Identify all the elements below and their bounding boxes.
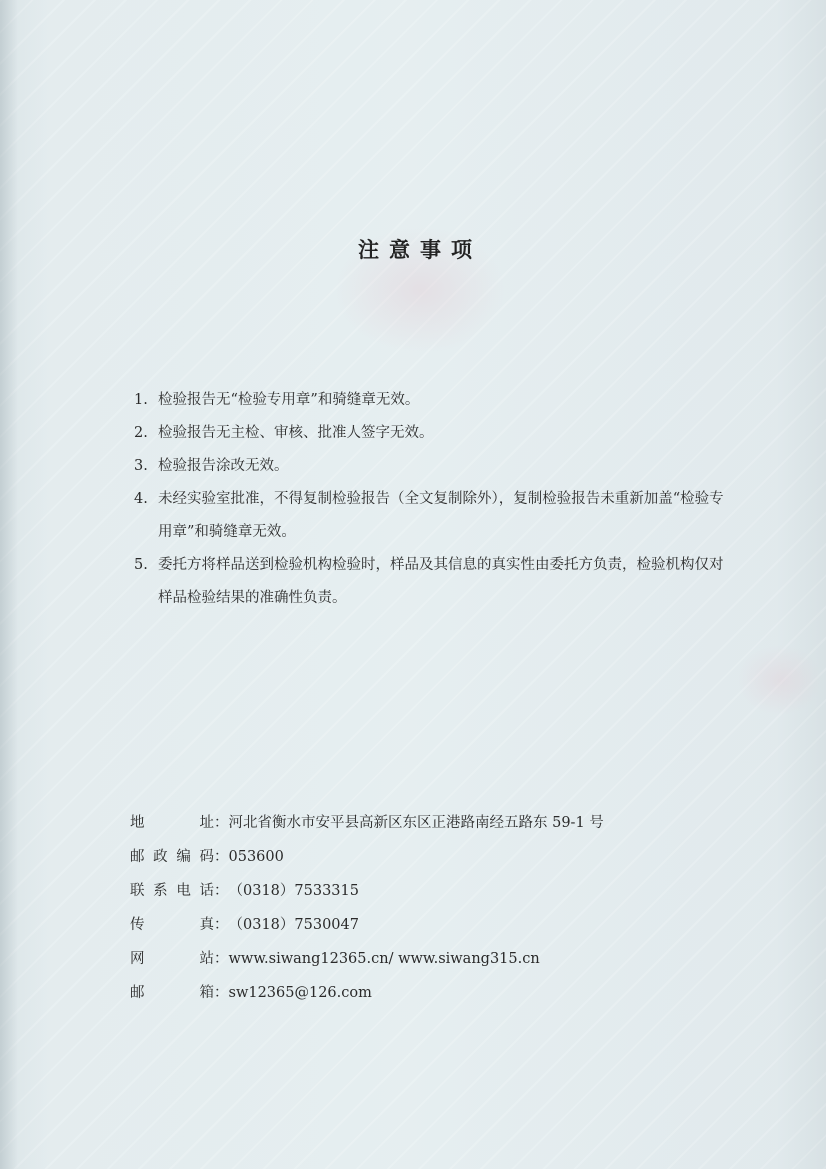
notice-item [134, 384, 734, 417]
contact-address [130, 806, 730, 840]
contact-label: 联系电话 [130, 883, 214, 899]
notice-item [134, 483, 734, 549]
contact-label: 网站 [130, 951, 214, 967]
contact-email [130, 976, 730, 1010]
contact-colon: ： [214, 815, 229, 831]
contact-label: 邮箱 [130, 985, 214, 1001]
notice-number: 3. [134, 458, 148, 474]
notice-number: 2. [134, 425, 148, 441]
contact-label: 地址 [130, 815, 214, 831]
contact-website [130, 942, 730, 976]
contact-value: www.siwang12365.cn/ www.siwang315.cn [228, 951, 540, 967]
contact-phone [130, 874, 730, 908]
contact-colon: ： [214, 917, 229, 933]
contact-label: 传真 [130, 917, 214, 933]
notice-text: 检验报告无“检验专用章”和骑缝章无效。 [158, 392, 420, 408]
contact-value: 053600 [228, 849, 284, 865]
notice-list [134, 384, 734, 615]
page-title: 注意事项 [358, 237, 482, 262]
contact-value: 河北省衡水市安平县高新区东区正港路南经五路东 59-1 号 [228, 815, 604, 831]
notice-number: 5. [134, 557, 148, 573]
notice-text: 检验报告无主检、审核、批准人签字无效。 [158, 425, 434, 441]
notice-text: 未经实验室批准，不得复制检验报告（全文复制除外），复制检验报告未重新加盖“检验专用章”和骑缝章无效。 [158, 491, 724, 540]
scan-edge-shadow [0, 0, 18, 1169]
notice-item [134, 417, 734, 450]
notice-text: 委托方将样品送到检验机构检验时，样品及其信息的真实性由委托方负责，检验机构仅对样品检验结果的准确性负责。 [158, 557, 724, 606]
contact-fax [130, 908, 730, 942]
contact-colon: ： [214, 951, 229, 967]
contact-postcode [130, 840, 730, 874]
contact-value: sw12365@126.com [228, 985, 372, 1001]
contact-value: （0318）7533315 [228, 883, 359, 899]
notice-text: 检验报告涂改无效。 [158, 458, 289, 474]
contact-colon: ： [214, 849, 229, 865]
contact-colon: ： [214, 985, 229, 1001]
contact-value: （0318）7530047 [228, 917, 359, 933]
contact-label: 邮政编码 [130, 849, 214, 865]
contact-colon: ： [214, 883, 229, 899]
contact-info [130, 806, 730, 1010]
notice-number: 4. [134, 491, 148, 507]
notice-item [134, 450, 734, 483]
notice-number: 1. [134, 392, 148, 408]
notice-item [134, 549, 734, 615]
